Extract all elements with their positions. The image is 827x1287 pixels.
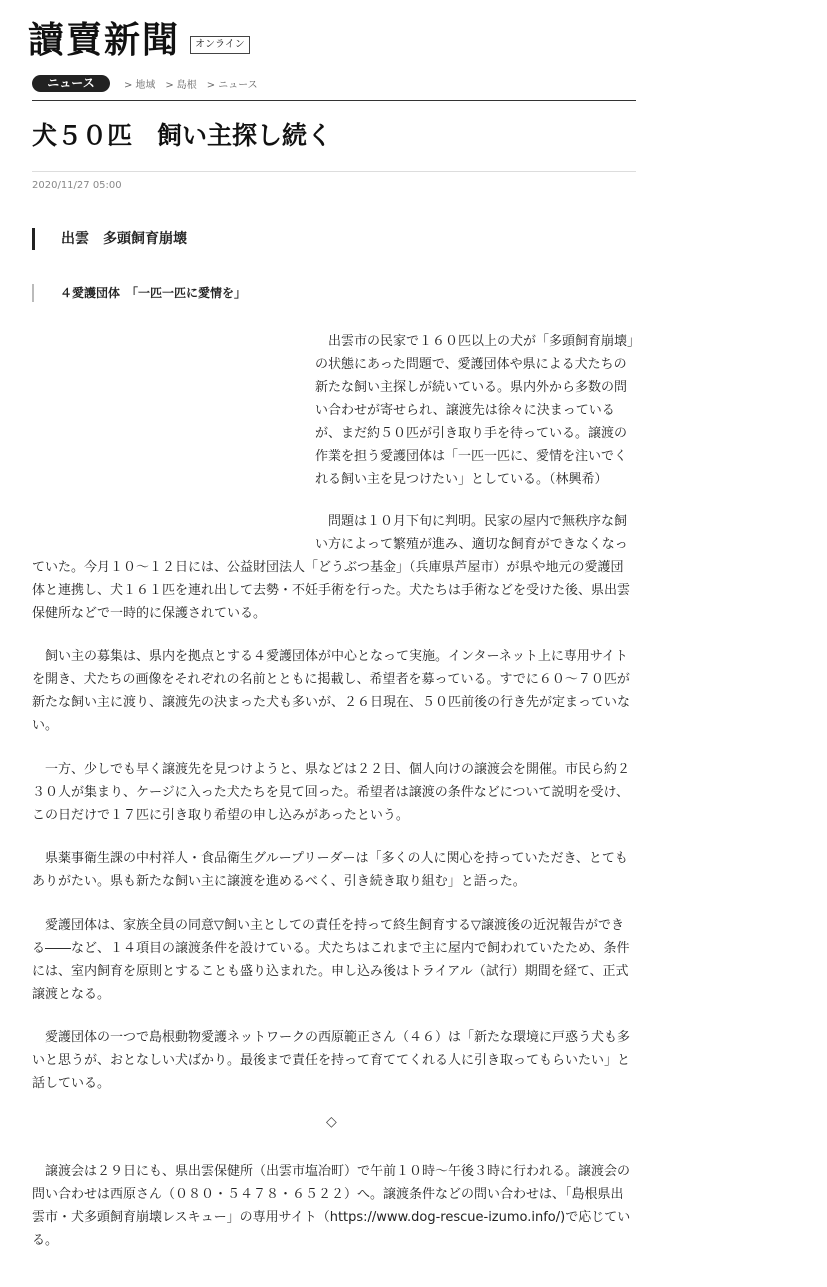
subheading-primary: 出雲 多頭飼育崩壊 xyxy=(32,228,187,250)
paragraph-8: 譲渡会は２９日にも、県出雲保健所（出雲市塩冶町）で午前１０時～午後３時に行われる。譲渡会の問い合わせは西原さん（０８０・５４７８・６５２２）へ。譲渡条件などの問い合わせは、「島根県出雲市・犬多頭飼育崩壊レスキュー」の専用サイト（https://www.dog-rescue-izumo.info/)で応じている。 xyxy=(32,1164,631,1248)
online-badge: オンライン xyxy=(190,36,250,54)
category-pill[interactable]: ニュース xyxy=(32,75,110,92)
paragraph-5: 県薬事衛生課の中村祥人・食品衛生グループリーダーは「多くの人に関心を持っていただき、とてもありがたい。県も新たな飼い主に譲渡を進めるべく、引き続き取り組む」と語った。 xyxy=(32,851,628,889)
breadcrumb-item-news[interactable]: > ニュース xyxy=(206,79,258,91)
paragraph-6: 愛護団体は、家族全員の同意▽飼い主としての責任を持って終生飼育する▽譲渡後の近況報告ができる――など、１４項目の譲渡条件を設けている。犬たちはこれまで主に屋内で飼われていたため、条件には、室内飼育を原則とすることも盛り込まれた。申し込み後はトライアル（試行）期間を経て、正式譲渡となる。 xyxy=(32,918,630,1002)
subheading-secondary: ４愛護団体 「一匹一匹に愛情を」 xyxy=(32,284,246,302)
site-logo[interactable] xyxy=(28,18,250,60)
paragraph-2-head: 問題は１０月下旬に判明。民家の屋内で無秩序な飼い方によって繁殖が進み、適切な飼育ができなくなっ xyxy=(315,514,628,552)
breadcrumb-label: 島根 xyxy=(176,79,197,91)
paragraph-2-tail: ていた。今月１０～１２日には、公益財団法人「どうぶつ基金」（兵庫県芦屋市）が県や地元の愛護団体と連携し、犬１６１匹を連れ出して去勢・不妊手術を行った。犬たちは手術などを受けた後、県出雲保健所などで一時的に保護されている。 xyxy=(32,560,631,621)
section-divider: ◇ xyxy=(326,1114,337,1130)
breadcrumb xyxy=(32,74,636,92)
breadcrumb-label: ニュース xyxy=(218,79,258,91)
article-title: 犬５０匹 飼い主探し続く xyxy=(32,121,333,150)
publish-date: 2020/11/27 05:00 xyxy=(32,180,122,191)
logo-wordmark: 讀賣新聞 xyxy=(28,19,181,61)
breadcrumb-item-region[interactable]: > 地域 xyxy=(124,79,156,91)
title-divider xyxy=(32,171,636,172)
paragraph-4: 一方、少しでも早く譲渡先を見つけようと、県などは２２日、個人向けの譲渡会を開催。市民ら約２３０人が集まり、ケージに入った犬たちを見て回った。希望者は譲渡の条件などについて説明を受け、この日だけで１７匹に引き取り希望の申し込みがあったという。 xyxy=(32,762,631,823)
paragraph-3: 飼い主の募集は、県内を拠点とする４愛護団体が中心となって実施。インターネット上に専用サイトを開き、犬たちの画像をそれぞれの名前とともに掲載し、希望者を募っている。すでに６０～７０匹が新たな飼い主に渡り、譲渡先の決まった犬も多いが、２６日現在、５０匹前後の行き先が定まっていない。 xyxy=(32,649,631,733)
lead-paragraph: 出雲市の民家で１６０匹以上の犬が「多頭飼育崩壊」の状態にあった問題で、愛護団体や県による犬たちの新たな飼い主探しが続いている。県内外から多数の問い合わせが寄せられ、譲渡先は徐々に決まっているが、まだ約５０匹が引き取り手を待っている。譲渡の作業を担う愛護団体は「一匹一匹に、愛情を注いでくれる飼い主を見つけたい」としている。（林興希） xyxy=(315,334,634,487)
breadcrumb-item-shimane[interactable]: > 島根 xyxy=(165,79,197,91)
header-divider xyxy=(32,100,636,101)
paragraph-7: 愛護団体の一つで島根動物愛護ネットワークの西原範正さん（４６）は「新たな環境に戸惑う犬も多いと思うが、おとなしい犬ばかり。最後まで責任を持って育ててくれる人に引き取ってもらいたい」と話している。 xyxy=(32,1030,631,1091)
breadcrumb-label: 地域 xyxy=(135,79,156,91)
